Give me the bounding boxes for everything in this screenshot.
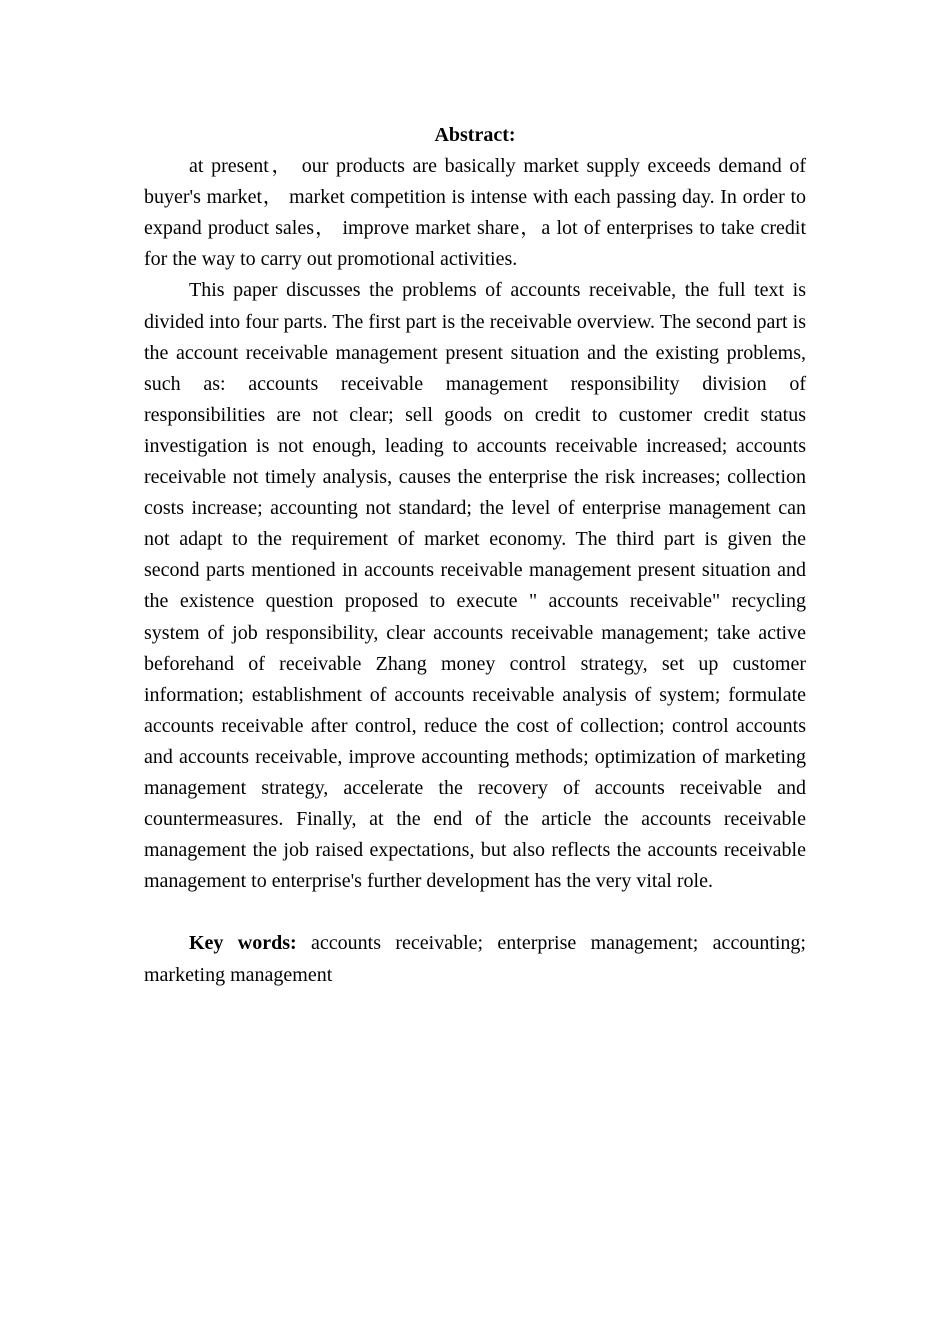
paragraph-spacer xyxy=(144,897,806,928)
abstract-title: Abstract: xyxy=(434,124,516,146)
abstract-page xyxy=(144,120,806,991)
keywords-paragraph xyxy=(144,928,806,990)
abstract-paragraph-2: This paper discusses the problems of accounts receivable, the full text is divided into four parts. The first part is the receivable overview. The second part is the account receivable management present situation and the existing problems, such as: accounts receivable management responsibility division of responsibilities are not clear; sell goods on credit to customer credit status investigation is not enough, leading to accounts receivable increased; accounts receivable not timely analysis, causes the enterprise the risk increases; collection costs increase; accounting not standard; the level of enterprise management can not adapt to the requirement of market economy. The third part is given the second parts mentioned in accounts receivable management present situation and the existence question proposed to execute " accounts receivable" recycling system of job responsibility, clear accounts receivable management; take active beforehand of receivable Zhang money control strategy, set up customer information; establishment of accounts receivable analysis of system; formulate accounts receivable after control, reduce the cost of collection; control accounts and accounts receivable, improve accounting methods; optimization of marketing management strategy, accelerate the recovery of accounts receivable and countermeasures. Finally, at the end of the article the accounts receivable management the job raised expectations, but also reflects the accounts receivable management to enterprise's further development has the very vital role. xyxy=(144,279,806,893)
keywords-text: accounts receivable; enterprise management; accounting; marketing management xyxy=(144,932,806,986)
keywords-label: Key words: xyxy=(189,932,297,955)
abstract-paragraph-1: at present， our products are basically market supply exceeds demand of buyer's market， market competition is intense with each passing day. In order to expand product sales， improve market share，a lot of enterprises to take credit for the way to carry out promotional activities. xyxy=(144,155,806,271)
